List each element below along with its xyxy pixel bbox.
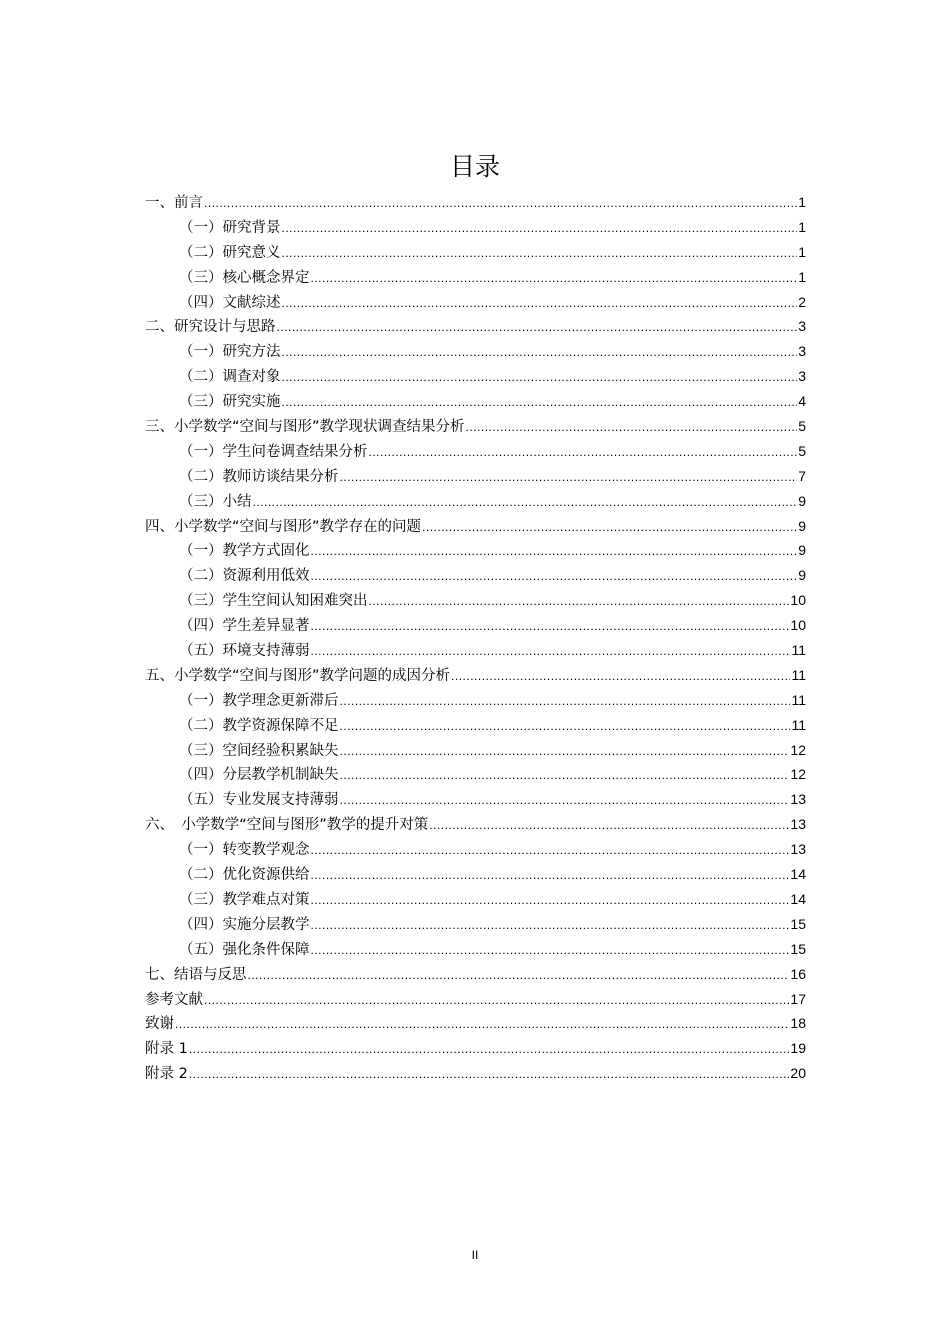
toc-entry-title: （四）学生差异显著 — [179, 618, 310, 635]
toc-entry-title: 附录 2 — [145, 1066, 188, 1083]
toc-entry-page-number: 19 — [790, 1040, 806, 1057]
toc-entry-page-number: 11 — [791, 691, 806, 708]
toc-entry-page-number: 16 — [790, 965, 806, 982]
toc-dot-leader — [282, 241, 798, 266]
toc-entry-title: 参考文献 — [145, 991, 203, 1008]
page-title: 目录 — [449, 152, 500, 181]
toc-dot-leader — [311, 913, 790, 938]
toc-entry-title: （五）强化条件保障 — [179, 941, 310, 958]
toc-dot-leader — [422, 515, 797, 540]
toc-entry-page-number: 18 — [790, 1015, 806, 1032]
toc-entry-section[interactable] — [145, 339, 806, 364]
toc-entry-section[interactable] — [145, 912, 806, 937]
toc-entry-title: （三）研究实施 — [179, 394, 281, 411]
toc-entry-title: （三）学生空间认知困难突出 — [179, 593, 368, 610]
toc-dot-leader — [451, 664, 790, 689]
toc-entry-title: （三）教学难点对策 — [179, 891, 310, 908]
toc-entry-chapter[interactable] — [145, 1011, 806, 1036]
toc-dot-leader — [311, 863, 790, 888]
toc-entry-section[interactable] — [145, 563, 806, 588]
toc-entry-section[interactable] — [145, 439, 806, 464]
toc-entry-title: （二）优化资源供给 — [179, 867, 310, 884]
toc-dot-leader — [282, 216, 798, 241]
toc-entry-section[interactable] — [145, 787, 806, 812]
toc-dot-leader — [311, 639, 791, 664]
toc-dot-leader — [311, 539, 798, 564]
toc-entry-title: 六、 小学数学“空间与图形”教学的提升对策 — [145, 817, 429, 834]
toc-dot-leader — [204, 988, 789, 1013]
toc-entry-page-number: 13 — [790, 816, 806, 833]
toc-dot-leader — [311, 888, 790, 913]
toc-entry-title: （四）文献综述 — [179, 294, 281, 311]
toc-entry-page-number: 9 — [798, 492, 806, 509]
toc-entry-section[interactable] — [145, 538, 806, 563]
toc-dot-leader — [340, 689, 791, 714]
toc-entry-section[interactable] — [145, 290, 806, 315]
toc-entry-title: （一）教学方式固化 — [179, 543, 310, 560]
toc-entry-title: 四、小学数学“空间与图形”教学存在的问题 — [145, 518, 422, 535]
toc-dot-leader — [311, 266, 798, 291]
table-of-contents — [145, 190, 806, 1086]
toc-entry-chapter[interactable] — [145, 1036, 806, 1061]
toc-entry-title: （三）空间经验积累缺失 — [179, 742, 339, 759]
toc-entry-page-number: 11 — [791, 716, 806, 733]
toc-entry-section[interactable] — [145, 688, 806, 713]
toc-entry-page-number: 13 — [790, 841, 806, 858]
toc-entry-section[interactable] — [145, 937, 806, 962]
toc-dot-leader — [189, 1062, 790, 1087]
toc-entry-title: 五、小学数学“空间与图形”教学问题的成因分析 — [145, 667, 451, 684]
toc-entry-page-number: 10 — [790, 617, 806, 634]
toc-entry-chapter[interactable] — [145, 812, 806, 837]
toc-dot-leader — [248, 963, 790, 988]
toc-entry-page-number: 2 — [798, 293, 806, 310]
toc-entry-page-number: 15 — [790, 915, 806, 932]
toc-entry-section[interactable] — [145, 265, 806, 290]
toc-entry-page-number: 5 — [798, 442, 806, 459]
toc-dot-leader — [369, 440, 798, 465]
toc-entry-page-number: 1 — [798, 194, 806, 210]
toc-entry-section[interactable] — [145, 638, 806, 663]
toc-dot-leader — [340, 465, 798, 490]
toc-entry-page-number: 14 — [790, 866, 806, 883]
toc-entry-section[interactable] — [145, 862, 806, 887]
toc-entry-title: 附录 1 — [145, 1041, 188, 1058]
toc-dot-leader — [466, 415, 798, 440]
toc-dot-leader — [311, 838, 790, 863]
toc-entry-chapter[interactable] — [145, 987, 806, 1012]
toc-entry-page-number: 15 — [790, 940, 806, 957]
toc-entry-page-number: 1 — [798, 218, 806, 235]
toc-entry-title: （二）教师访谈结果分析 — [179, 468, 339, 485]
toc-entry-title: 二、研究设计与思路 — [145, 319, 276, 336]
toc-entry-title: （五）环境支持薄弱 — [179, 643, 310, 660]
toc-dot-leader — [340, 739, 790, 764]
toc-entry-page-number: 20 — [790, 1065, 806, 1082]
toc-dot-leader — [277, 315, 798, 340]
toc-entry-title: （一）学生问卷调查结果分析 — [179, 443, 368, 460]
toc-entry-page-number: 11 — [791, 666, 806, 683]
toc-entry-page-number: 3 — [798, 318, 806, 335]
toc-entry-section[interactable] — [145, 489, 806, 514]
toc-entry-section[interactable] — [145, 588, 806, 613]
page-number: II — [471, 1248, 479, 1262]
toc-entry-section[interactable] — [145, 738, 806, 763]
toc-entry-title: （三）小结 — [179, 493, 252, 510]
toc-entry-page-number: 9 — [798, 542, 806, 559]
toc-entry-section[interactable] — [145, 837, 806, 862]
toc-dot-leader — [204, 191, 797, 216]
toc-dot-leader — [340, 788, 790, 813]
toc-entry-title: （二）调查对象 — [179, 369, 281, 386]
toc-entry-title: （三）核心概念界定 — [179, 269, 310, 286]
toc-entry-page-number: 3 — [798, 343, 806, 360]
toc-entry-page-number: 11 — [791, 642, 806, 659]
toc-entry-page-number: 9 — [798, 567, 806, 584]
toc-entry-title: （一）转变教学观念 — [179, 842, 310, 859]
toc-entry-chapter[interactable] — [145, 414, 806, 439]
toc-dot-leader — [311, 614, 790, 639]
toc-entry-chapter[interactable] — [145, 1061, 806, 1086]
toc-entry-section[interactable] — [145, 364, 806, 389]
toc-entry-page-number: 17 — [790, 990, 806, 1007]
toc-entry-page-number: 12 — [790, 766, 806, 783]
toc-entry-title: 三、小学数学“空间与图形”教学现状调查结果分析 — [145, 419, 465, 436]
toc-entry-chapter[interactable] — [145, 962, 806, 987]
toc-entry-page-number: 12 — [790, 741, 806, 758]
toc-entry-section[interactable] — [145, 215, 806, 240]
toc-entry-page-number: 1 — [798, 243, 806, 260]
toc-entry-title: （五）专业发展支持薄弱 — [179, 792, 339, 809]
toc-dot-leader — [311, 938, 790, 963]
toc-dot-leader — [369, 589, 790, 614]
toc-entry-title: （二）资源利用低效 — [179, 568, 310, 585]
toc-entry-section[interactable] — [145, 887, 806, 912]
toc-entry-title: （一）研究背景 — [179, 219, 281, 236]
toc-dot-leader — [311, 564, 798, 589]
toc-entry-page-number: 13 — [790, 791, 806, 808]
toc-dot-leader — [189, 1037, 790, 1062]
toc-entry-page-number: 14 — [790, 890, 806, 907]
toc-entry-title: （一）教学理念更新滞后 — [179, 692, 339, 709]
toc-entry-section[interactable] — [145, 389, 806, 414]
toc-entry-page-number: 9 — [798, 517, 806, 534]
toc-entry-title: （四）实施分层教学 — [179, 916, 310, 933]
toc-entry-title: （二）教学资源保障不足 — [179, 717, 339, 734]
toc-entry-page-number: 3 — [798, 368, 806, 385]
toc-entry-chapter[interactable] — [145, 663, 806, 688]
toc-dot-leader — [340, 763, 790, 788]
toc-entry-chapter[interactable] — [145, 514, 806, 539]
toc-entry-section[interactable] — [145, 713, 806, 738]
toc-dot-leader — [282, 365, 798, 390]
toc-dot-leader — [282, 291, 798, 316]
toc-entry-section[interactable] — [145, 464, 806, 489]
toc-entry-section[interactable] — [145, 613, 806, 638]
toc-entry-chapter[interactable] — [145, 314, 806, 339]
toc-entry-title: 致谢 — [145, 1016, 174, 1033]
toc-entry-title: （二）研究意义 — [179, 244, 281, 261]
toc-entry-page-number: 1 — [798, 268, 806, 285]
toc-dot-leader — [253, 490, 798, 515]
toc-entry-page-number: 4 — [798, 393, 806, 410]
toc-dot-leader — [429, 813, 789, 838]
toc-entry-page-number: 10 — [790, 592, 806, 609]
toc-entry-page-number: 5 — [798, 418, 806, 435]
toc-entry-title: 七、结语与反思 — [145, 966, 247, 983]
toc-entry-section[interactable] — [145, 240, 806, 265]
toc-dot-leader — [282, 390, 798, 415]
toc-entry-section[interactable] — [145, 762, 806, 787]
toc-dot-leader — [175, 1012, 789, 1037]
toc-entry-title: （一）研究方法 — [179, 344, 281, 361]
toc-dot-leader — [340, 714, 791, 739]
toc-entry-title: （四）分层教学机制缺失 — [179, 767, 339, 784]
toc-entry-title: 一、前言 — [145, 195, 203, 211]
toc-entry-page-number: 7 — [798, 467, 806, 484]
toc-entry-chapter[interactable] — [145, 190, 806, 215]
toc-dot-leader — [282, 340, 798, 365]
